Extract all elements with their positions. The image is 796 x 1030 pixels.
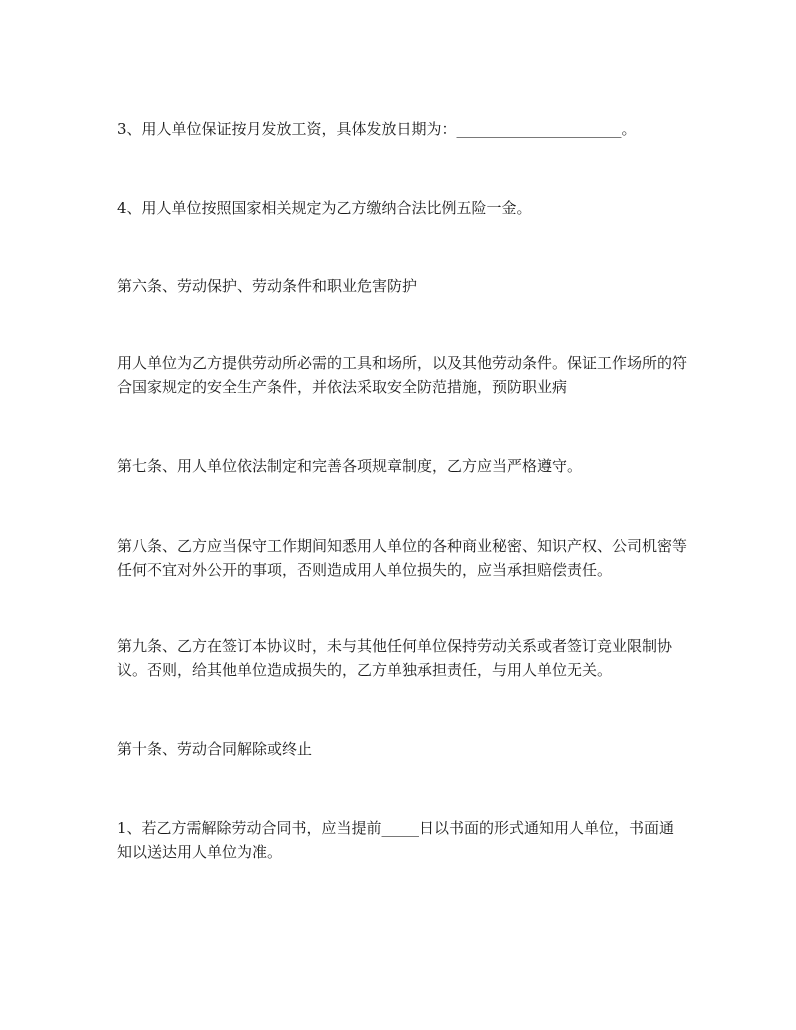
paragraph-termination-notice: 1、若乙方需解除劳动合同书，应当提前_____日以书面的形式通知用人单位，书面通知以送达用人单位为准。 [117, 819, 675, 861]
paragraph-article-7: 第七条、用人单位依法制定和完善各项规章制度，乙方应当严格遵守。 [117, 457, 583, 475]
heading-article-10: 第十条、劳动合同解除或终止 [117, 740, 313, 758]
paragraph-article-8: 第八条、乙方应当保守工作期间知悉用人单位的各种商业秘密、知识产权、公司机密等任何不宜对外公开的事项，否则造成用人单位损失的，应当承担赔偿责任。 [117, 537, 688, 579]
heading-article-6: 第六条、劳动保护、劳动条件和职业危害防护 [117, 277, 418, 295]
paragraph-labor-conditions: 用人单位为乙方提供劳动所必需的工具和场所，以及其他劳动条件。保证工作场所的符合国家规定的安全生产条件，并依法采取安全防范措施，预防职业病 [117, 354, 688, 396]
paragraph-salary-payment-date: 3、用人单位保证按月发放工资，具体发放日期为：______________________。 [117, 120, 637, 138]
paragraph-article-9: 第九条、乙方在签订本协议时，未与其他任何单位保持劳动关系或者签订竞业限制协议。否则，给其他单位造成损失的，乙方单独承担责任，与用人单位无关。 [117, 637, 673, 679]
paragraph-social-insurance: 4、用人单位按照国家相关规定为乙方缴纳合法比例五险一金。 [117, 199, 532, 217]
